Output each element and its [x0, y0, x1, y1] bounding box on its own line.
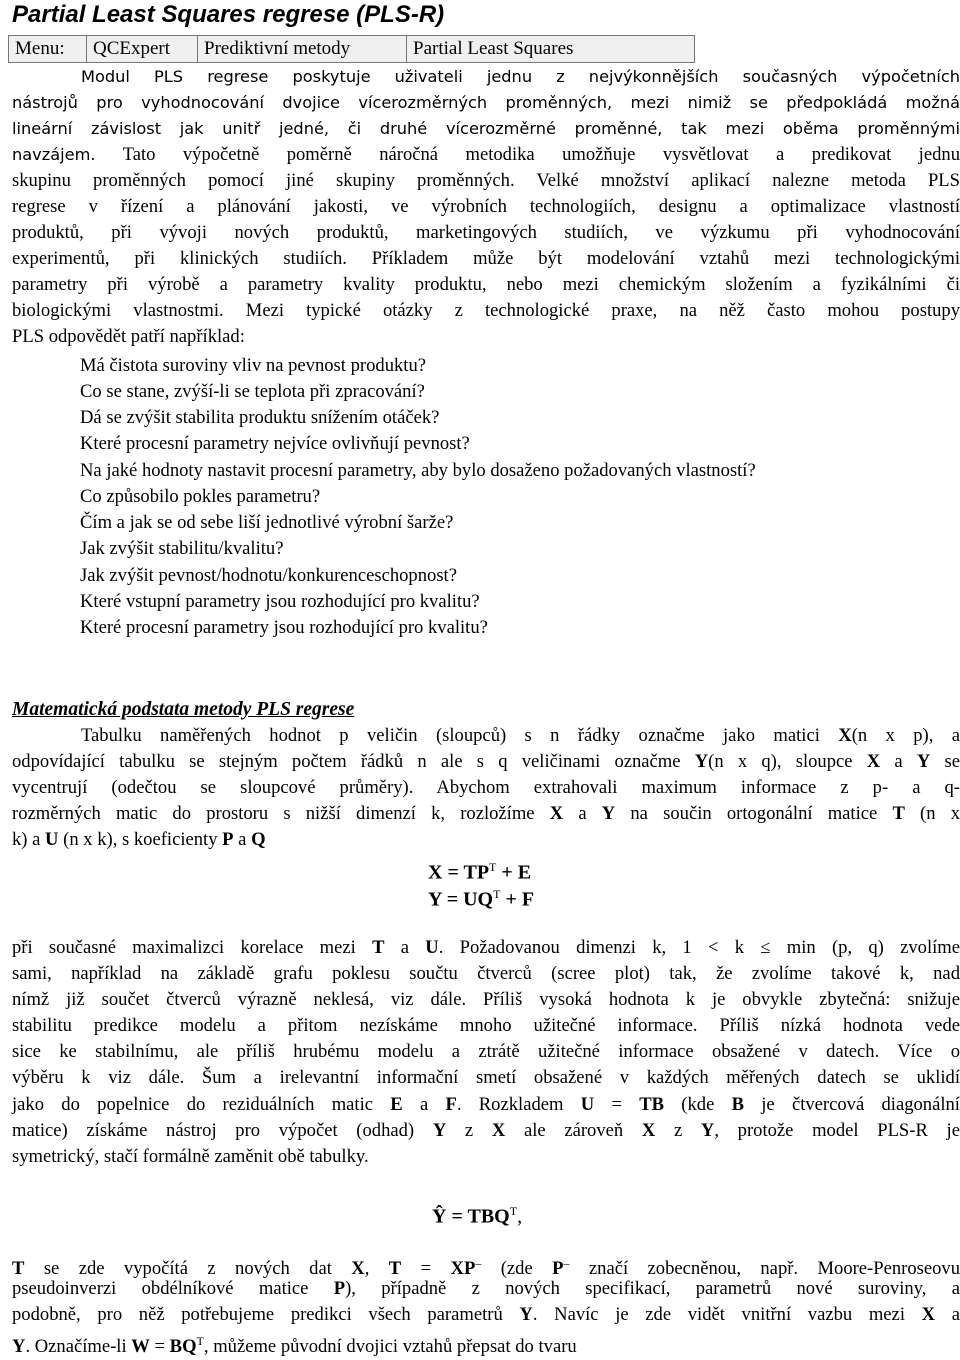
list-item: Které vstupní parametry jsou rozhodující pro kvalitu?	[80, 591, 480, 612]
text-line: stabilitu predikce modelu a přitom nezískáme mnoho užitečné informace. Příliš nízká hodnota vede	[12, 1015, 960, 1036]
menu-item-partial-least-squares[interactable]: Partial Least Squares	[406, 35, 695, 63]
menu-label: Menu:	[8, 35, 86, 63]
list-item: Které procesní parametry jsou rozhodující pro kvalitu?	[80, 617, 488, 638]
math-line: k) a U (n x k), s koeficienty P a Q	[12, 829, 266, 850]
equation-yhat: Ŷ = $TBQ^T$,	[432, 1204, 523, 1228]
list-item: Dá se zvýšit stabilita produktu snížením otáček?	[80, 407, 440, 428]
math-line: vycentrují (odečtou se sloupcové průměry). Abychom extrahovali maximum informace z p- a q-	[12, 777, 960, 798]
list-item: Na jaké hodnoty nastavit procesní parametry, aby bylo dosaženo požadovaných vlastností?	[80, 460, 756, 481]
menu-item-qcexpert[interactable]: QCExpert	[86, 35, 197, 63]
list-item: Co způsobilo pokles parametru?	[80, 486, 321, 507]
intro-line: biologickými vlastnostmi. Mezi typické otázky z technologické praxe, na něž často mohou postupy	[12, 300, 960, 321]
text-line: při současné maximalizci korelace mezi T a U. Požadovanou dimenzi k, 1 < k ≤ min (p, q) zvolíme	[12, 937, 960, 958]
intro-line: parametry při výrobě a parametry kvality produktu, nebo mezi chemickým složením a fyzikálními či	[12, 274, 960, 295]
text-line: jako do popelnice do reziduálních matic E a F. Rozkladem U = TB (kde B je čtvercová diagonální	[12, 1094, 960, 1115]
text-line: výběru k viz dále. Šum a irelevantní informační smetí obsažené v každých měřených datech se uklidí	[12, 1067, 960, 1088]
text-line: sice ke stabilnímu, ale příliš hrubému modelu a ztrátě užitečné informace obsažené v datech. Více o	[12, 1041, 960, 1062]
document-title: Partial Least Squares regrese (PLS-R)	[12, 1, 445, 28]
menu-path-bar	[8, 35, 695, 63]
math-line: odpovídající tabulku se stejným počtem řádků n ale s q veličinami označme Y(n x q), sloupce X a Y se	[12, 751, 960, 772]
section-title: Matematická podstata metody PLS regrese	[12, 699, 355, 720]
intro-line: experimentů, při klinických studiích. Příkladem může být modelování vztahů mezi technologickými	[12, 248, 960, 269]
list-item: Jak zvýšit stabilitu/kvalitu?	[80, 538, 284, 559]
equation-y: $Y = UQ^T + F$	[428, 887, 535, 911]
text-line: Y. Označíme-li $W = BQ^T$, můžeme původní dvojici vztahů přepsat do tvaru	[12, 1334, 577, 1358]
list-item: Čím a jak se od sebe liší jednotlivé výrobní šarže?	[80, 512, 454, 533]
math-line: Tabulku naměřených hodnot p veličin (sloupců) s n řádky označme jako matici X(n x p), a	[81, 725, 960, 746]
text-line: matice) získáme nástroj pro výpočet (odhad) Y z X ale zároveň X z Y, protože model PLS-R je	[12, 1120, 960, 1141]
list-item: Jak zvýšit pevnost/hodnotu/konkurenceschopnost?	[80, 565, 457, 586]
text-line: podobně, pro něž potřebujeme predikci všech parametrů Y. Navíc je zde vidět vnitřní vazbu mezi X a	[12, 1304, 960, 1325]
text-line: pseudoinverzi obdélníkové matice P), případně z nových specifikací, parametrů nové suroviny, a	[12, 1278, 960, 1299]
text-line: sami, například na základě grafu poklesu součtu čtverců (scree plot) tak, že zvolíme takové k, nad	[12, 963, 960, 984]
list-item: Které procesní parametry nejvíce ovlivňují pevnost?	[80, 433, 470, 454]
list-item: Co se stane, zvýší-li se teplota při zpracování?	[80, 381, 425, 402]
text-line: nímž již součet čtverců výrazně neklesá, viz dále. Příliš vysoká hodnota k je obvykle zbytečná: snižuje	[12, 989, 960, 1010]
math-line: rozměrných matic do prostoru s nižší dimenzí k, rozložíme X a Y na součin ortogonální matice T (n x	[12, 803, 960, 824]
intro-line: nástrojů pro vyhodnocování dvojice vícerozměrných proměnných, mezi nimiž se předpokládá možná	[12, 93, 960, 112]
text-line: symetrický, stačí formálně zaměnit obě tabulky.	[12, 1146, 369, 1167]
menu-item-prediktivni-metody[interactable]: Prediktivní metody	[197, 35, 406, 63]
intro-line: Modul PLS regrese poskytuje uživateli jednu z nejvýkonnějších současných výpočetních	[81, 67, 960, 86]
equation-x: $X = TP^T + E$	[428, 860, 532, 884]
text-line: T se zde vypočítá z nových dat X, T = XP– (zde P– značí zobecněnou, např. Moore-Penroseovu	[12, 1256, 960, 1280]
list-item: Má čistota suroviny vliv na pevnost produktu?	[80, 355, 426, 376]
intro-line: produktů, při vývoji nových produktů, marketingových studiích, ve výzkumu při vyhodnocování	[12, 222, 960, 243]
intro-line: skupinu proměnných pomocí jiné skupiny proměnných. Velké množství aplikací nalezne metoda PLS	[12, 170, 960, 191]
intro-line: lineární závislost jak unitř jedné, či druhé vícerozměrné proměnné, tak mezi oběma proměnnými	[12, 119, 960, 138]
intro-line: PLS odpovědět patří například:	[12, 326, 245, 347]
intro-line: navzájem. Tato výpočetně poměrně náročná metodika umožňuje vysvětlovat a predikovat jednu	[12, 144, 960, 165]
intro-line: regrese v řízení a plánování jakosti, ve výrobních technologiích, designu a optimalizace vlastností	[12, 196, 960, 217]
